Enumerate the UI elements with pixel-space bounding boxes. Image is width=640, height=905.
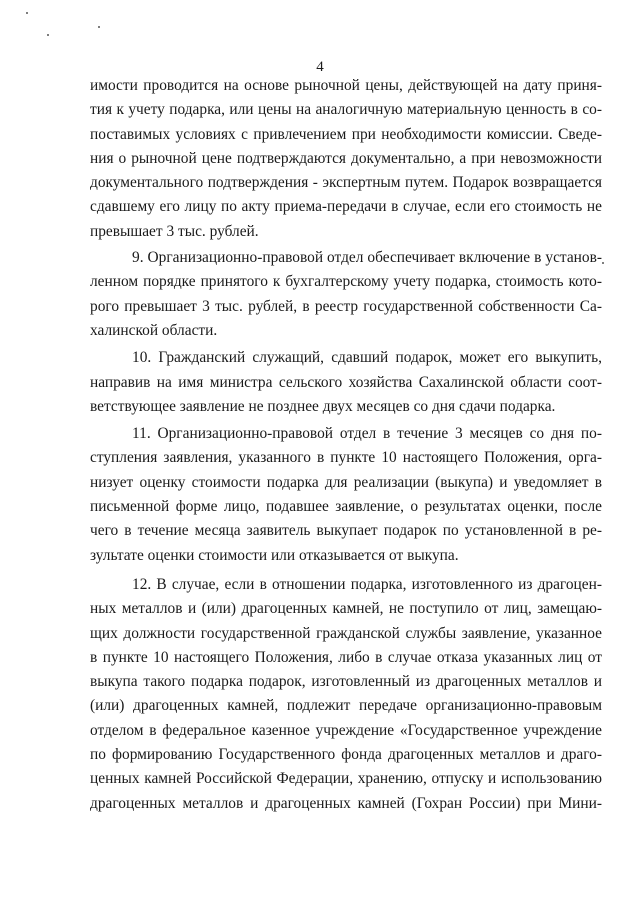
text-line: 11. Организационно-правовой отдел в течение 3 месяцев со дня по- [132, 425, 602, 443]
text-line: в пункте 10 настоящего Положения, либо в случае отказа указанных лиц от [90, 648, 602, 666]
text-line: ленном порядке принятого к бухгалтерскому учету подарка, стоимость кото- [90, 273, 602, 291]
document-body [90, 74, 602, 816]
scan-speck [47, 34, 49, 36]
text-line: ценных камней Российской Федерации, хранению, отпуску и использованию [90, 770, 602, 788]
text-line: низует оценку стоимости подарка для реализации (выкупа) и уведомляет в [90, 473, 602, 491]
text-line: тия к учету подарка, или цены на аналогичную материальную ценность в со- [90, 101, 602, 119]
text-line: 12. В случае, если в отношении подарка, изготовленного из драгоцен- [132, 575, 602, 593]
text-line: поставимых условиях с привлечением при необходимости комиссии. Сведе- [90, 125, 602, 143]
scan-speck [98, 26, 100, 28]
text-line: отделом в федеральное казенное учреждение «Государственное учреждение [90, 721, 602, 739]
scan-speck [26, 12, 28, 14]
scan-speck [602, 262, 604, 264]
text-line: рого превышает 3 тыс. рублей, в реестр государственной собственности Са- [90, 297, 602, 315]
page-number: 4 [316, 59, 324, 75]
text-line: (или) драгоценных камней, подлежит передаче организационно-правовым [90, 697, 602, 715]
text-line: сдавшему его лицу по акту приема-передачи в случае, если его стоимость не [90, 198, 602, 216]
text-line: ных металлов и (или) драгоценных камней, не поступило от лиц, замещаю- [90, 600, 602, 618]
text-line: по формированию Государственного фонда драгоценных металлов и драго- [90, 746, 602, 764]
text-line: ветствующее заявление не позднее двух месяцев со дня сдачи подарка. [90, 397, 556, 415]
text-line: имости проводится на основе рыночной цены, действующей на дату приня- [90, 77, 602, 94]
text-line: превышает 3 тыс. рублей. [90, 222, 259, 240]
text-line: драгоценных металлов и драгоценных камней (Гохран России) при Мини- [90, 794, 602, 812]
text-line: письменной форме лицо, подавшее заявление, о результатах оценки, после [90, 498, 602, 516]
text-line: чего в течение месяца заявитель выкупает подарок по установленной в ре- [90, 522, 602, 540]
text-line: ния о рыночной цене подтверждаются документально, а при невозможности [90, 149, 602, 167]
text-line: направив на имя министра сельского хозяйства Сахалинской области соот- [90, 373, 602, 391]
text-line: ступления заявления, указанного в пункте 10 настоящего Положения, орга- [90, 449, 602, 467]
text-line: 9. Организационно-правовой отдел обеспечивает включение в установ- [132, 249, 602, 267]
text-line: документального подтверждения - экспертным путем. Подарок возвращается [90, 174, 602, 192]
text-line: выкупа такого подарка подарок, изготовленный из драгоценных металлов и [90, 673, 602, 691]
text-line: зультате оценки стоимости или отказывается от выкупа. [90, 546, 459, 564]
text-line: халинской области. [90, 321, 218, 339]
text-line: 10. Гражданский служащий, сдавший подарок, может его выкупить, [132, 349, 602, 367]
text-line: щих должности государственной гражданской службы заявление, указанное [90, 624, 602, 642]
